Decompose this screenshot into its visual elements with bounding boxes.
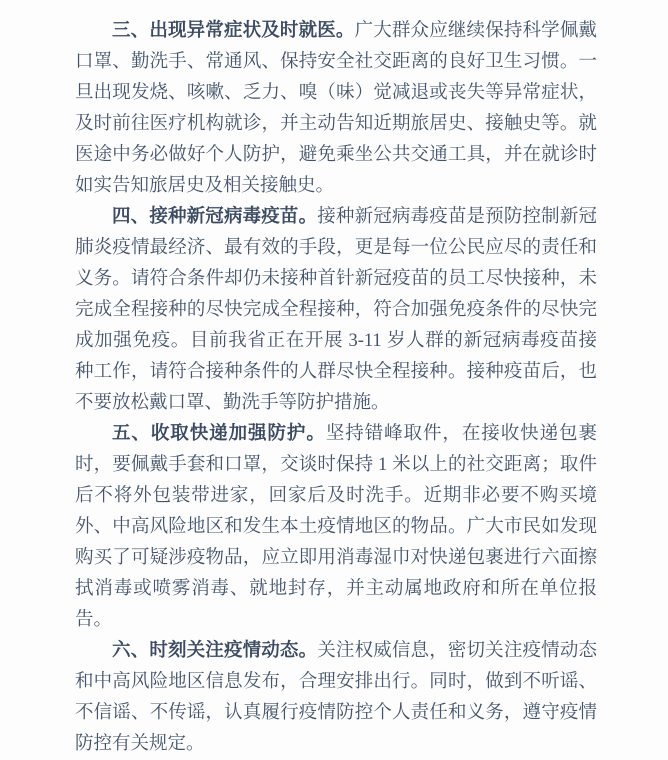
paragraph-5-body: 坚持错峰取件，在接收快递包裹时，要佩戴手套和口罩，交谈时保持 1 米以上的社交距离；取件后不将外包装带进家，回家后及时洗手。近期非必要不购买境外、中高风险地区和发生本土疫情地区的物品。广大市民如发现购买了可疑涉疫物品，应立即用消毒湿巾对快递包裹进行六面擦拭消毒或喷雾消毒、就地封存，并主动属地政府和所在单位报告。 bbox=[75, 424, 597, 630]
paragraph-3-seek-medical-care bbox=[75, 16, 597, 202]
paragraph-3-heading: 三、出现异常症状及时就医。 bbox=[112, 21, 355, 41]
paragraph-4-vaccination bbox=[75, 202, 597, 419]
paragraph-6-body: 关注权威信息，密切关注疫情动态和中高风险地区信息发布，合理安排出行。同时，做到不听谣、不信谣、不传谣，认真履行疫情防控个人责任和义务，遵守疫情防控有关规定。 bbox=[75, 641, 597, 754]
paragraph-6-follow-updates bbox=[75, 636, 597, 760]
paragraph-4-heading: 四、接种新冠病毒疫苗。 bbox=[112, 207, 318, 227]
paragraph-5-parcel-protection bbox=[75, 419, 597, 636]
paragraph-5-heading: 五、收取快递加强防护。 bbox=[112, 424, 326, 444]
paragraph-6-heading: 六、时刻关注疫情动态。 bbox=[112, 641, 318, 661]
paragraph-4-body: 接种新冠病毒疫苗是预防控制新冠肺炎疫情最经济、最有效的手段，更是每一位公民应尽的责任和义务。请符合条件却仍未接种首针新冠疫苗的员工尽快接种，未完成全程接种的尽快完成全程接种，符合加强免疫条件的尽快完成加强免疫。目前我省正在开展 3-11 岁人群的新冠病毒疫苗接种工作，请符合接种条件的人群尽快全程接种。接种疫苗后，也不要放松戴口罩、勤洗手等防护措施。 bbox=[75, 207, 597, 413]
paragraph-3-body: 广大群众应继续保持科学佩戴口罩、勤洗手、常通风、保持安全社交距离的良好卫生习惯。一旦出现发烧、咳嗽、乏力、嗅（味）觉减退或丧失等异常症状，及时前往医疗机构就诊，并主动告知近期旅居史、接触史等。就医途中务必做好个人防护，避免乘坐公共交通工具，并在就诊时如实告知旅居史及相关接触史。 bbox=[75, 21, 597, 196]
